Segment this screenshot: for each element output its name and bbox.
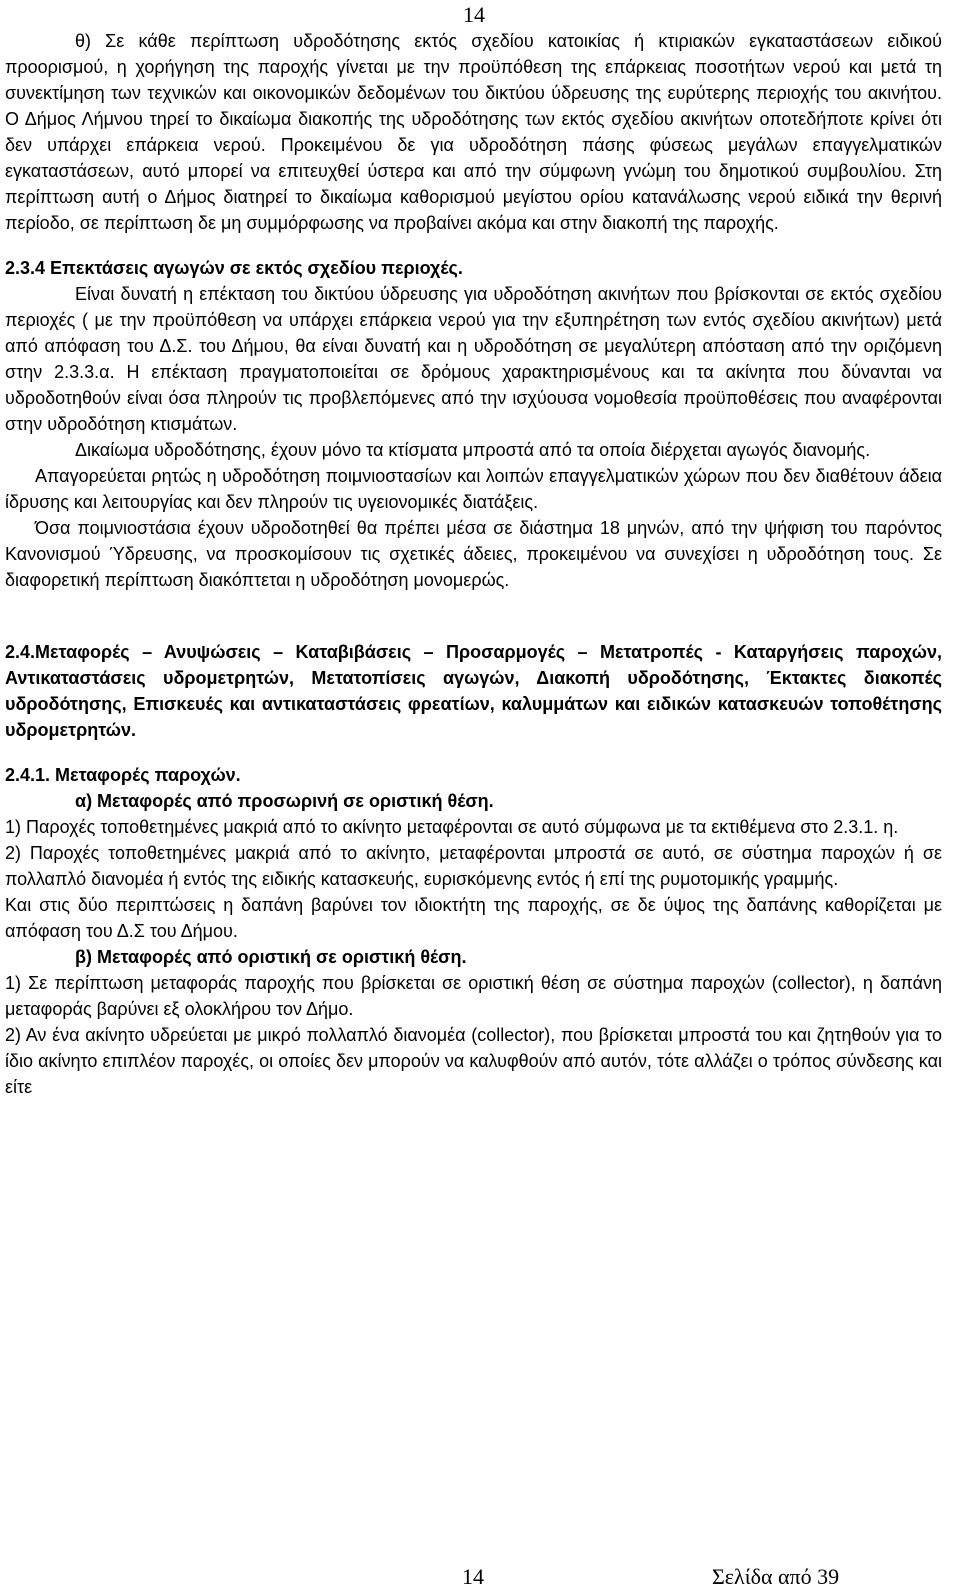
footer-page-number: 14: [462, 1564, 484, 1589]
footer-page-of: Σελίδα από 39: [712, 1564, 840, 1589]
paragraph-extension-4: Όσα ποιμνιοστάσια έχουν υδροδοτηθεί θα πρέπει μέσα σε διάστημα 18 μηνών, από την ψήφιση του παρόντος Κανονισμού Ύδρευσης, να προσκομίσουν τις σχετικές άδειες, προκειμένου να συνεχίσει η υδροδότηση τους. Σε διαφορετική περίπτωση διακόπτεται η υδροδότηση μονομερώς.: [5, 518, 942, 590]
heading-2-4-1: 2.4.1. Μεταφορές παροχών.: [5, 765, 241, 785]
paragraph-a-1: 1) Παροχές τοποθετημένες μακριά από το ακίνητο μεταφέρονται σε αυτό σύμφωνα με τα εκτιθέμενα στο 2.3.1. η.: [5, 817, 899, 837]
heading-2-4-1-b: β) Μεταφορές από οριστική σε οριστική θέση.: [75, 947, 467, 967]
document-body: [5, 28, 942, 1100]
paragraph-b-2: 2) Αν ένα ακίνητο υδρεύεται με μικρό πολλαπλό διανομέα (collector), που βρίσκεται μπροστά του και ζητηθούν για το ίδιο ακίνητο επιπλέον παροχές, οι οποίες δεν μπορούν να καλυφθούν από αυτόν, τότε αλλάζει ο τρόπος σύνδεσης και είτε: [5, 1025, 942, 1097]
paragraph-extension-2: Δικαίωμα υδροδότησης, έχουν μόνο τα κτίσματα μπροστά από τα οποία διέρχεται αγωγός διανομής.: [75, 440, 871, 460]
heading-2-4: 2.4.Μεταφορές – Ανυψώσεις – Καταβιβάσεις – Προσαρμογές – Μετατροπές - Καταργήσεις παροχών, Αντικαταστάσεις υδρομετρητών, Μετατοπίσεις αγωγών, Διακοπή υδροδότησης, Έκτακτες διακοπές υδροδότησης, Επισκευές και αντικαταστάσεις φρεατίων, καλυμμάτων και ειδικών κατασκευών τοποθέτησης υδρομετρητών.: [5, 642, 942, 740]
paragraph-theta: θ) Σε κάθε περίπτωση υδροδότησης εκτός σχεδίου κατοικίας ή κτιριακών εγκαταστάσεων ειδικού προορισμού, η χορήγηση της παροχής γίνεται με την προϋπόθεση της επάρκειας ποσοτήτων νερού και μετά τη συνεκτίμηση των τεχνικών και οικονομικών δεδομένων του δικτύου ύδρευσης της ευρύτερης περιοχής του ακινήτου. Ο Δήμος Λήμνου τηρεί το δικαίωμα διακοπής της υδροδότησης των εκτός σχεδίου ακινήτων οποτεδήποτε κρίνει ότι δεν υπάρχει επάρκεια νερού. Προκειμένου δε για υδροδότηση πάσης φύσεως μεγάλων επαγγελματικών εγκαταστάσεων, αυτό μπορεί να επιτευχθεί ύστερα και από την σύμφωνη γνώμη του δημοτικού συμβουλίου. Στη περίπτωση αυτή ο Δήμος διατηρεί το δικαίωμα καθορισμού μεγίστου ορίου κατανάλωσης νερού ειδικά την θερινή περίοδο, σε περίπτωση δε μη συμμόρφωσης να προβαίνει ακόμα και στην διακοπή της παροχής.: [5, 31, 942, 233]
paragraph-b-1: 1) Σε περίπτωση μεταφοράς παροχής που βρίσκεται σε οριστική θέση σε σύστημα παροχών (collector), η δαπάνη μεταφοράς βαρύνει εξ ολοκλήρου τον Δήμο.: [5, 973, 942, 1019]
page-footer: [0, 1564, 960, 1592]
paragraph-extension-1: Είναι δυνατή η επέκταση του δικτύου ύδρευσης για υδροδότηση ακινήτων που βρίσκονται σε εκτός σχεδίου περιοχές ( με την προϋπόθεση να υπάρχει επάρκεια νερού για την εξυπηρέτηση των εντός σχεδίου ακινήτων) μετά από απόφαση του Δ.Σ. του Δήμου, θα είναι δυνατή και η υδροδότηση σε μεγαλύτερη απόσταση από την οριζόμενη στην 2.3.3.α. Η επέκταση πραγματοποιείται σε δρόμους χαρακτηρισμένους και τα ακίνητα που δύνανται να υδροδοτηθούν είναι όσα πληρούν τις προβλεπόμενες από την ισχύουσα νομοθεσία προϋποθέσεις που αναφέρονται στην υδροδότηση κτισμάτων.: [5, 284, 942, 434]
heading-2-3-4: 2.3.4 Επεκτάσεις αγωγών σε εκτός σχεδίου περιοχές.: [5, 258, 463, 278]
paragraph-a-3: Και στις δύο περιπτώσεις η δαπάνη βαρύνει τον ιδιοκτήτη της παροχής, σε δε ύψος της δαπάνης καθορίζεται με απόφαση του Δ.Σ του Δήμου.: [5, 895, 942, 941]
paragraph-a-2: 2) Παροχές τοποθετημένες μακριά από το ακίνητο, μεταφέρονται μπροστά σε αυτό, σε σύστημα παροχών ή σε πολλαπλό διανομέα ή εντός της ειδικής κατασκευής, ευρισκόμενης εντός ή επί της ρυμοτομικής γραμμής.: [5, 843, 942, 889]
page-number-top: 14: [463, 2, 485, 27]
heading-2-4-1-a: α) Μεταφορές από προσωρινή σε οριστική θέση.: [75, 791, 494, 811]
paragraph-extension-3: Απαγορεύεται ρητώς η υδροδότηση ποιμνιοστασίων και λοιπών επαγγελματικών χώρων που δεν διαθέτουν άδεια ίδρυσης και λειτουργίας και δεν πληρούν τις υγειονομικές διατάξεις.: [5, 466, 942, 512]
